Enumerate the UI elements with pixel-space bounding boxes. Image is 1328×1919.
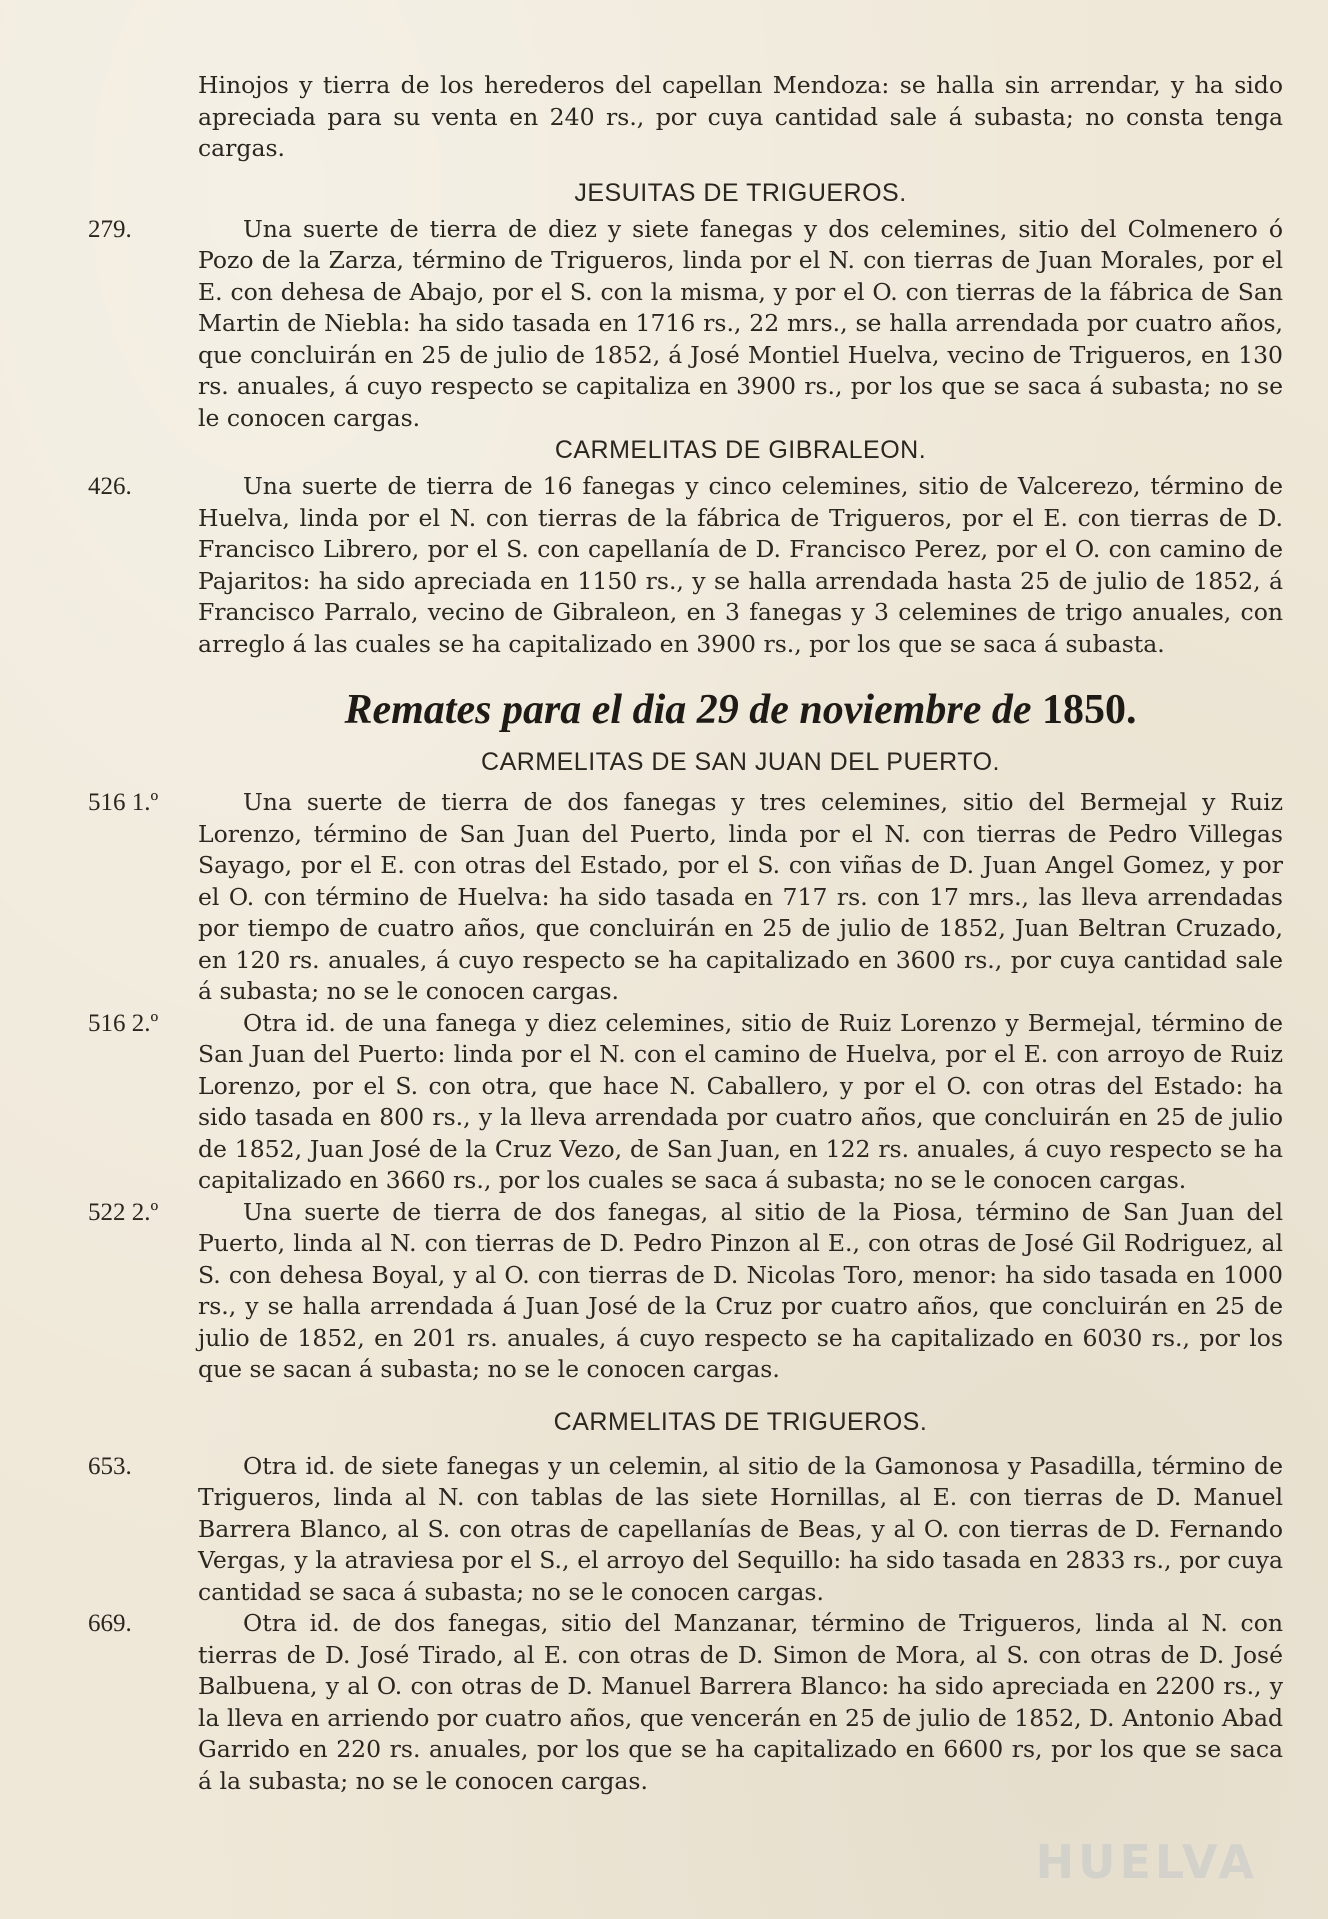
entry-text: Una suerte de tierra de dos fanegas, al sitio de la Piosa, término de San Juan del Puerto, linda al N. con tierras de D. Pedro Pinzon al E., con otras de José Gil Rodriguez, al S. con dehesa Boyal, y al O. con tierras de D. Nicolas Toro, menor: ha sido tasada en 1000 rs., y se halla arrendada á Juan José de la Cruz por cuatro años, que concluirán en 25 de julio de 1852, en 201 rs. anuales, á cuyo respecto se ha capitalizado en 6030 rs., por los que se sacan á subasta; no se le conocen cargas. bbox=[198, 1197, 1283, 1383]
section-heading: CARMELITAS DE GIBRALEON. bbox=[554, 436, 927, 464]
entry-paragraph bbox=[88, 787, 1283, 1008]
remates-title bbox=[198, 686, 1283, 734]
entry-paragraph bbox=[88, 214, 1283, 435]
entry-paragraph bbox=[88, 471, 1283, 660]
entry-paragraph bbox=[88, 1451, 1283, 1609]
remates-year: 1850. bbox=[1042, 687, 1137, 733]
entry-number: 516 2.º bbox=[88, 1009, 159, 1037]
entry-paragraph bbox=[88, 1197, 1283, 1386]
entry-number: 653. bbox=[88, 1452, 132, 1480]
document-body bbox=[88, 70, 1283, 1797]
entry-paragraph bbox=[88, 1608, 1283, 1797]
entry-number: 669. bbox=[88, 1610, 132, 1637]
entry-number: 516 1.º bbox=[88, 789, 159, 816]
entry-number: 426. bbox=[88, 473, 132, 500]
entry-text: Otra id. de siete fanegas y un celemin, al sitio de la Gamonosa y Pasadilla, término de Trigueros, linda al N. con tablas de las siete Hornillas, al E. con tierras de D. Manuel Barrera Blanco, al S. con otras de capellanías de Beas, y al O. con tierras de D. Fernando Vergas, y la atraviesa por el S., el arroyo del Sequillo: ha sido tasada en 2833 rs., por cuya cantidad se saca á subasta; no se le conocen cargas. bbox=[198, 1451, 1283, 1606]
entry-text: Una suerte de tierra de dos fanegas y tres celemines, sitio del Bermejal y Ruiz Lorenzo, término de San Juan del Puerto, linda por el N. con tierras de Pedro Villegas Sayago, por el E. con otras del Estado, por el S. con viñas de D. Juan Angel Gomez, y por el O. con término de Huelva: ha sido tasada en 717 rs. con 17 mrs., las lleva arrendadas por tiempo de cuatro años, que concluirán en 25 de julio de 1852, Juan Beltran Cruzado, en 120 rs. anuales, á cuyo respecto se ha capitalizado en 3600 rs., por cuya cantidad sale á subasta; no se le conocen cargas. bbox=[198, 788, 1283, 1005]
remates-title-text: Remates para el dia 29 de noviembre de bbox=[344, 687, 1032, 733]
section-heading: CARMELITAS DE SAN JUAN DEL PUERTO. bbox=[481, 748, 1000, 776]
entry-text: Otra id. de dos fanegas, sitio del Manzanar, término de Trigueros, linda al N. con tierras de D. José Tirado, al E. con otras de D. Simon de Mora, al S. con otras de D. José Balbuena, y al O. con otras de D. Manuel Barrera Blanco: ha sido apreciada en 2200 rs., y la lleva en arriendo por cuatro años, que vencerán en 25 de julio de 1852, D. Antonio Abad Garrido en 220 rs. anuales, por los que se ha capitalizado en 6600 rs, por los que se saca á la subasta; no se le conocen cargas. bbox=[198, 1609, 1284, 1795]
entry-number: 522 2.º bbox=[88, 1198, 159, 1226]
library-stamp: HUELVA bbox=[1035, 1835, 1258, 1889]
section-heading: CARMELITAS DE TRIGUEROS. bbox=[553, 1407, 928, 1436]
entry-text: Otra id. de una fanega y diez celemines, sitio de Ruiz Lorenzo y Bermejal, término de San Juan del Puerto: linda por el N. con el camino de Huelva, por el E. con arroyo de Ruiz Lorenzo, por el S. con otra, que hace N. Caballero, y por el O. con otras del Estado: ha sido tasada en 800 rs., y la lleva arrendada por cuatro años, que concluirán en 25 de julio de 1852, Juan José de la Cruz Vezo, de San Juan, en 122 rs. anuales, á cuyo respecto se ha capitalizado en 3660 rs., por los cuales se saca á subasta; no se le conocen cargas. bbox=[198, 1008, 1283, 1194]
section-heading: JESUITAS DE TRIGUEROS. bbox=[574, 178, 907, 207]
intro-text: Hinojos y tierra de los herederos del capellan Mendoza: se halla sin arrendar, y ha sido apreciada para su venta en 240 rs., por cuya cantidad sale á subasta; no consta tenga cargas. bbox=[198, 71, 1283, 162]
entry-text: Una suerte de tierra de diez y siete fanegas y dos celemines, sitio del Colmenero ó Pozo de la Zarza, término de Trigueros, linda por el N. con tierras de Juan Morales, por el E. con dehesa de Abajo, por el S. con la misma, y por el O. con tierras de la fábrica de San Martin de Niebla: ha sido tasada en 1716 rs., 22 mrs., se halla arrendada por cuatro años, que concluirán en 25 de julio de 1852, á José Montiel Huelva, vecino de Trigueros, en 130 rs. anuales, á cuyo respecto se capitaliza en 3900 rs., por los que se saca á subasta; no se le conocen cargas. bbox=[198, 214, 1283, 432]
intro-paragraph bbox=[88, 70, 1283, 165]
entry-text: Una suerte de tierra de 16 fanegas y cinco celemines, sitio de Valcerezo, término de Huelva, linda por el N. con tierras de la fábrica de Trigueros, por el E. con tierras de D. Francisco Librero, por el S. con capellanía de D. Francisco Perez, por el O. con camino de Pajaritos: ha sido apreciada en 1150 rs., y se halla arrendada hasta 25 de julio de 1852, á Francisco Parralo, vecino de Gibraleon, en 3 fanegas y 3 celemines de trigo anuales, con arreglo á las cuales se ha capitalizado en 3900 rs., por los que se saca á subasta. bbox=[198, 472, 1283, 658]
entry-number: 279. bbox=[88, 215, 132, 243]
entry-paragraph bbox=[88, 1008, 1283, 1197]
